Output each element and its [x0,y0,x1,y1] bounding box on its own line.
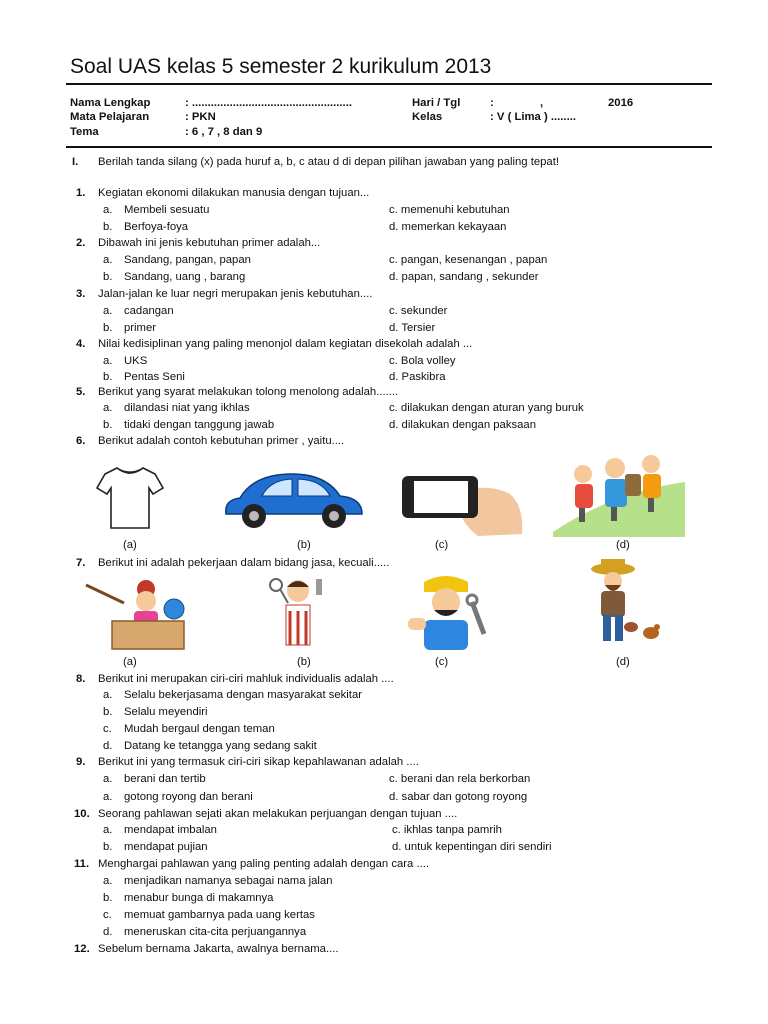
option-text: d. Tersier [389,322,436,334]
question-number: 3. [76,288,86,300]
question-text: Nilai kedisiplinan yang paling menonjol dalam kegiatan disekolah adalah ... [98,338,473,350]
option-text: c. sekunder [389,305,448,317]
option-text: c. Bola volley [389,355,456,367]
question-text: Berikut ini merupakan ciri-ciri mahluk individualis adalah .... [98,673,394,685]
hari-comma: , [540,97,544,109]
nama-value: : ................................................... [185,97,352,109]
question-text: Berikut ini adalah pekerjaan dalam bidang jasa, kecuali..... [98,557,390,569]
question-text: Menghargai pahlawan yang paling penting adalah dengan cara .... [98,858,429,870]
option-text: Datang ke tetangga yang sedang sakit [124,740,317,752]
option-letter: a. [103,773,113,785]
option-text: gotong royong dan berani [124,791,253,803]
barber-icon [268,575,328,651]
hari-label: Hari / Tgl [412,97,461,109]
question-text: Berikut ini yang termasuk ciri-ciri sikap kepahlawanan adalah .... [98,756,419,768]
question-text: Kegiatan ekonomi dilakukan manusia dengan tujuan... [98,187,370,199]
image-caption: (c) [435,656,449,668]
section-instruction: Berilah tanda silang (x) pada huruf a, b, c atau d di depan pilihan jawaban yang paling tepat! [98,156,559,168]
option-text: Selalu bekerjasama dengan masyarakat sekitar [124,689,362,701]
teacher-icon [84,575,188,650]
option-text: d. dilakukan dengan paksaan [389,419,536,431]
option-text: d. untuk kepentingan diri sendiri [392,841,552,853]
option-letter: c. [103,909,112,921]
option-text: c. memenuhi kebutuhan [389,204,510,216]
option-letter: a. [103,254,113,266]
hari-colon: : [490,97,494,109]
option-text: dilandasi niat yang ikhlas [124,402,250,414]
kelas-label: Kelas [412,111,443,123]
option-text: d. sabar dan gotong royong [389,791,528,803]
option-text: menabur bunga di makamnya [124,892,274,904]
question-number: 7. [76,557,86,569]
option-text: c. ikhlas tanpa pamrih [392,824,502,836]
mapel-label: Mata Pelajaran [70,111,150,123]
option-letter: a. [103,402,113,414]
option-letter: d. [103,740,113,752]
tshirt-icon [95,462,165,532]
option-text: d. Paskibra [389,371,446,383]
option-letter: b. [103,322,113,334]
question-text: Berikut yang syarat melakukan tolong menolong adalah....... [98,386,399,398]
tema-label: Tema [70,126,99,138]
option-letter: a. [103,355,113,367]
question-number: 8. [76,673,86,685]
travel-family-icon [553,452,685,537]
smartphone-icon [400,470,525,538]
image-caption: (b) [297,539,311,551]
question-number: 11. [74,858,90,870]
question-text: Sebelum bernama Jakarta, awalnya bernama.... [98,943,339,955]
option-text: mendapat pujian [124,841,208,853]
option-text: mendapat imbalan [124,824,217,836]
option-text: memuat gambarnya pada uang kertas [124,909,315,921]
question-number: 2. [76,237,86,249]
option-letter: b. [103,221,113,233]
option-letter: d. [103,926,113,938]
question-number: 5. [76,386,86,398]
kelas-value: : V ( Lima ) ........ [490,111,576,123]
question-text: Seorang pahlawan sejati akan melakukan perjuangan dengan tujuan .... [98,808,458,820]
option-text: Sandang, uang , barang [124,271,246,283]
question-text: Jalan-jalan ke luar negri merupakan jenis kebutuhan.... [98,288,373,300]
option-text: c. pangan, kesenangan , papan [389,254,548,266]
question-number: 1. [76,187,86,199]
section-number: I. [72,156,79,168]
option-letter: b. [103,271,113,283]
option-text: Berfoya-foya [124,221,189,233]
option-letter: b. [103,419,113,431]
question-number: 4. [76,338,86,350]
option-text: c. berani dan rela berkorban [389,773,531,785]
option-text: c. dilakukan dengan aturan yang buruk [389,402,584,414]
header-divider [66,146,712,148]
nama-label: Nama Lengkap [70,97,151,109]
option-text: meneruskan cita-cita perjuangannya [124,926,307,938]
mechanic-icon [400,572,492,650]
image-caption: (d) [616,539,630,551]
question-number: 9. [76,756,86,768]
option-text: Sandang, pangan, papan [124,254,251,266]
option-letter: b. [103,706,113,718]
question-number: 12. [74,943,90,955]
hari-year: 2016 [608,97,634,109]
option-letter: a. [103,824,113,836]
question-text: Dibawah ini jenis kebutuhan primer adalah... [98,237,321,249]
mapel-value: : PKN [185,111,216,123]
option-letter: a. [103,204,113,216]
option-letter: a. [103,689,113,701]
option-text: Pentas Seni [124,371,185,383]
image-caption: (a) [123,539,137,551]
question-number: 6. [76,435,86,447]
option-text: tidaki dengan tanggung jawab [124,419,275,431]
farmer-icon [585,557,667,647]
option-letter: a. [103,791,113,803]
option-text: Membeli sesuatu [124,204,210,216]
option-text: menjadikan namanya sebagai nama jalan [124,875,333,887]
option-letter: a. [103,305,113,317]
option-letter: b. [103,892,113,904]
image-caption: (a) [123,656,137,668]
image-caption: (c) [435,539,449,551]
option-letter: b. [103,841,113,853]
tema-value: : 6 , 7 , 8 dan 9 [185,126,263,138]
option-letter: c. [103,723,112,735]
question-text: Berikut adalah contoh kebutuhan primer , yaitu.... [98,435,345,447]
option-text: d. papan, sandang , sekunder [389,271,539,283]
option-letter: a. [103,875,113,887]
image-caption: (b) [297,656,311,668]
option-text: UKS [124,355,148,367]
option-text: primer [124,322,157,334]
option-text: berani dan tertib [124,773,206,785]
page-title: Soal UAS kelas 5 semester 2 kurikulum 2013 [70,55,492,78]
option-text: cadangan [124,305,174,317]
option-text: Mudah bergaul dengan teman [124,723,275,735]
car-icon [218,470,368,532]
option-text: d. memerkan kekayaan [389,221,507,233]
title-divider [66,83,712,85]
question-number: 10. [74,808,90,820]
option-text: Selalu meyendiri [124,706,208,718]
image-caption: (d) [616,656,630,668]
option-letter: b. [103,371,113,383]
